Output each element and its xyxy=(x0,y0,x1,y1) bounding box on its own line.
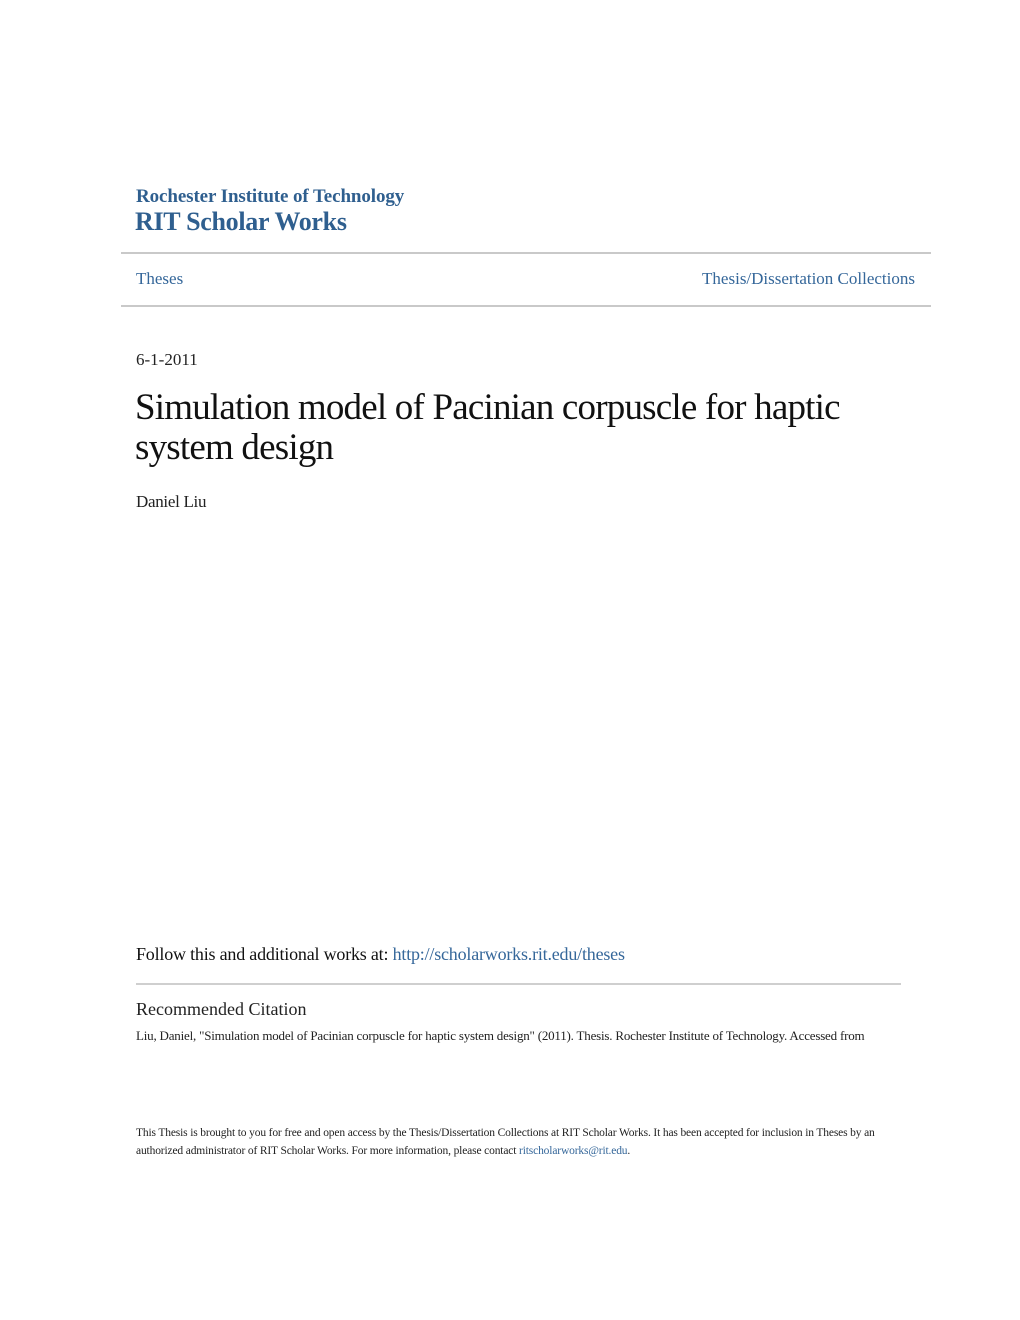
follow-label: Follow this and additional works at: xyxy=(136,944,393,964)
contact-email-link[interactable]: ritscholarworks@rit.edu xyxy=(519,1145,628,1157)
citation-divider xyxy=(136,983,901,985)
theses-url-link[interactable]: http://scholarworks.rit.edu/theses xyxy=(392,944,625,964)
author-name: Daniel Liu xyxy=(136,492,207,511)
access-notice-text: This Thesis is brought to you for free and open access by the Thesis/Dissertation Collections at RIT Scholar Works. It has been accepted for inclusion in Theses by an authorized administrator of RIT Scholar Works. For more information, please contact xyxy=(136,1127,875,1157)
institution-name: Rochester Institute of Technology xyxy=(136,186,405,207)
theses-link[interactable]: Theses xyxy=(136,269,184,288)
repository-name-link[interactable]: RIT Scholar Works xyxy=(135,207,347,236)
publication-date: 6-1-2011 xyxy=(136,350,198,369)
access-notice xyxy=(136,1124,906,1160)
follow-line xyxy=(136,944,625,965)
header-divider-top xyxy=(121,252,931,254)
access-notice-end: . xyxy=(627,1145,631,1157)
header-divider-bottom xyxy=(121,305,931,307)
citation-text: Liu, Daniel, "Simulation model of Pacinian corpuscle for haptic system design" (2011). Thesis. Rochester Institute of Technology. Accessed from xyxy=(136,1028,865,1043)
document-title: Simulation model of Pacinian corpuscle for haptic system design xyxy=(135,387,840,468)
collections-link[interactable]: Thesis/Dissertation Collections xyxy=(702,269,915,288)
citation-heading: Recommended Citation xyxy=(136,999,307,1019)
